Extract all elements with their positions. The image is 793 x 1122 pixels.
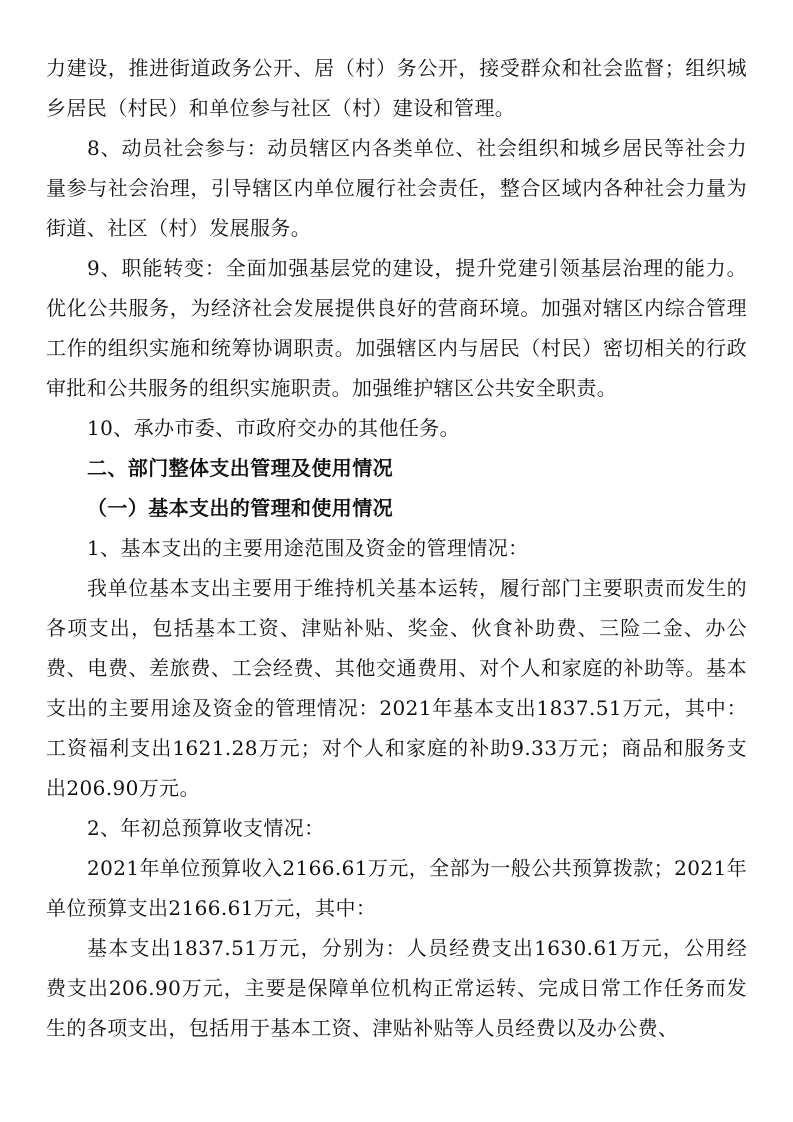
paragraph-basic-usage-title: 1、基本支出的主要用途范围及资金的管理情况： — [87, 536, 529, 560]
subsection-heading-basic-expenditure: （一）基本支出的管理和使用情况 — [87, 496, 393, 520]
paragraph-item-8: 8、动员社会参与：动员辖区内各类单位、社会组织和城乡居民等社会力量参与社会治理，引导辖区内单位履行社会责任，整合区域内各种社会力量为街道、社区（村）发展服务。 — [46, 136, 747, 240]
document-page — [46, 48, 747, 1048]
paragraph-basic-usage-detail: 我单位基本支出主要用于维持机关基本运转，履行部门主要职责而发生的各项支出，包括基本工资、津贴补贴、奖金、伙食补助费、三险二金、办公费、电费、差旅费、工会经费、其他交通费用、对个人和家庭的补助等。基本支出的主要用途及资金的管理情况：2021年基本支出1837.51万元，其中：工资福利支出1621.28万元；对个人和家庭的补助9.33万元；商品和服务支出206.90万元。 — [46, 576, 747, 800]
paragraph-basic-expenditure-breakdown: 基本支出1837.51万元，分别为：人员经费支出1630.61万元，公用经费支出206.90万元，主要是保障单位机构正常运转、完成日常工作任务而发生的各项支出，包括用于基本工资、津贴补贴等人员经费以及办公费、 — [46, 936, 747, 1040]
paragraph-item-9: 9、职能转变：全面加强基层党的建设，提升党建引领基层治理的能力。优化公共服务，为经济社会发展提供良好的营商环境。加强对辖区内综合管理工作的组织实施和统筹协调职责。加强辖区内与居民（村民）密切相关的行政审批和公共服务的组织实施职责。加强维护辖区公共安全职责。 — [46, 256, 747, 400]
section-heading-expenditure: 二、部门整体支出管理及使用情况 — [87, 456, 393, 480]
paragraph-item-10: 10、承办市委、市政府交办的其他任务。 — [87, 416, 461, 440]
paragraph-budget-title: 2、年初总预算收支情况： — [87, 816, 325, 840]
paragraph-budget-income: 2021年单位预算收入2166.61万元，全部为一般公共预算拨款；2021年单位预算支出2166.61万元，其中： — [46, 856, 747, 920]
paragraph-community-building: 力建设，推进街道政务公开、居（村）务公开，接受群众和社会监督；组织城乡居民（村民）和单位参与社区（村）建设和管理。 — [46, 56, 747, 120]
